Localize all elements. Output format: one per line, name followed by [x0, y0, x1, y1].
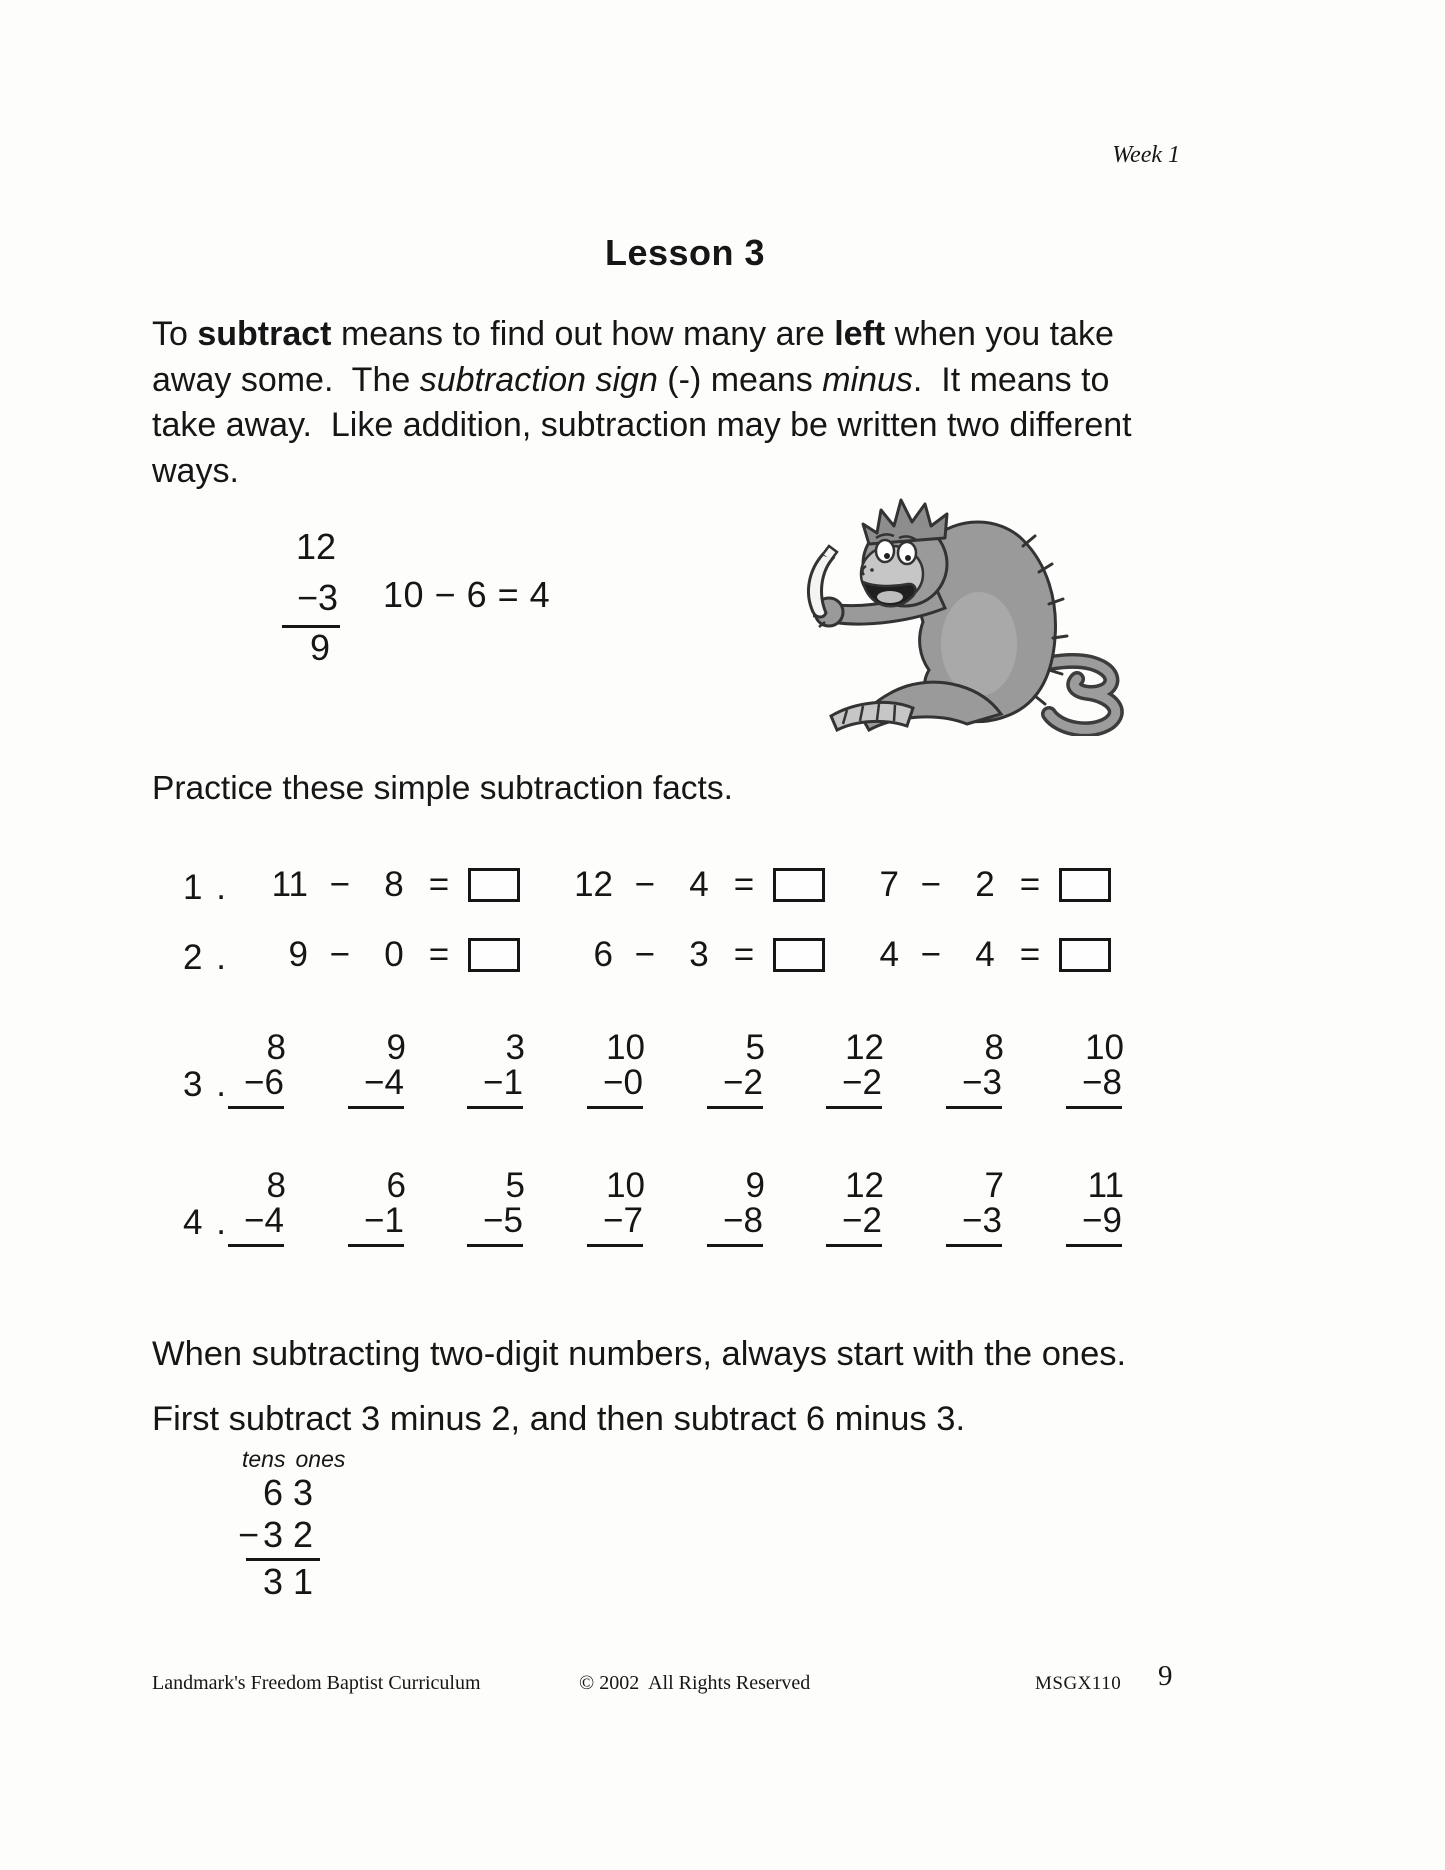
minuend: 12	[845, 1028, 884, 1067]
vertical-problem	[555, 1030, 645, 1109]
answer-line	[946, 1244, 1002, 1247]
minus-sign: −	[634, 935, 656, 974]
footer-course-code: MSGX110	[1035, 1673, 1122, 1694]
subtrahend: 2	[743, 1063, 763, 1102]
subtrahend: 8	[384, 865, 404, 904]
subtrahend: 8	[1102, 1063, 1122, 1102]
intro-text: . It means to	[912, 360, 1110, 399]
answer-box[interactable]	[468, 938, 520, 972]
footer-copyright: © 2002 All Rights Reserved	[579, 1672, 811, 1694]
minuend: 10	[606, 1166, 645, 1205]
answer-line	[946, 1106, 1002, 1109]
answer-line	[707, 1244, 763, 1247]
subtrahend: 4	[384, 1063, 404, 1102]
two-digit-paragraph	[152, 1322, 1126, 1451]
answer-box[interactable]	[1059, 868, 1111, 902]
subtrahend: 3	[689, 935, 709, 974]
vertical-problem	[794, 1168, 884, 1247]
subtrahend: 2	[862, 1063, 882, 1102]
intro-bold-left: left	[834, 315, 886, 353]
vertical-problem	[1034, 1168, 1124, 1247]
problem-number-4: 4 .	[183, 1203, 228, 1242]
intro-paragraph	[152, 312, 1132, 494]
intro-text: take away. Like addition, subtraction may be written two different	[152, 406, 1132, 444]
minuend: 8	[266, 1028, 286, 1067]
minus-sign: −	[842, 1063, 863, 1102]
equals-sign: =	[733, 865, 755, 904]
answer-line	[707, 1106, 763, 1109]
intro-text: To	[152, 315, 198, 353]
vertical-problem	[196, 1168, 286, 1247]
equation	[533, 936, 825, 974]
equation	[819, 936, 1111, 974]
minuend: 12	[574, 865, 613, 904]
minuend-tens: 6	[262, 1472, 284, 1513]
equals-sign: =	[1019, 935, 1041, 974]
minuend: 6	[593, 935, 613, 974]
answer-line	[348, 1106, 404, 1109]
problem-number-1: 1 .	[183, 868, 228, 907]
difference: 9	[309, 627, 330, 668]
minuend: 9	[386, 1028, 406, 1067]
subtrahend: 3	[982, 1063, 1002, 1102]
answer-line	[826, 1106, 882, 1109]
subtrahend: 4	[264, 1201, 284, 1240]
problem-number-3: 3 .	[183, 1065, 228, 1104]
minuend: 8	[266, 1166, 286, 1205]
minuend: 10	[1085, 1028, 1124, 1067]
subtrahend: 1	[384, 1201, 404, 1240]
example-horizontal-equation: 10 − 6 = 4	[383, 574, 551, 615]
minus-sign: −	[483, 1201, 504, 1240]
example-vertical-problem	[258, 521, 342, 668]
minus-sign: −	[244, 1063, 265, 1102]
tens-label: tens	[242, 1446, 286, 1472]
minus-sign: −	[920, 865, 942, 904]
minus-sign: −	[603, 1063, 624, 1102]
subtrahend: 3	[317, 577, 338, 618]
subtrahend: 4	[975, 935, 995, 974]
vertical-problem	[435, 1030, 525, 1109]
minus-sign: −	[329, 865, 351, 904]
minus-sign: −	[238, 1514, 260, 1555]
equation	[228, 936, 520, 974]
intro-text: when you take	[885, 315, 1114, 353]
lesson-title: Lesson 3	[604, 232, 766, 273]
subtrahend: 4	[689, 865, 709, 904]
intro-bold-subtract: subtract	[197, 315, 332, 353]
difference-ones: 1	[292, 1561, 314, 1602]
answer-line	[587, 1244, 643, 1247]
intro-text: away some. The	[152, 360, 420, 399]
minus-sign: −	[244, 1201, 265, 1240]
minuend: 7	[879, 865, 899, 904]
subtrahend: 0	[384, 935, 404, 974]
equation	[819, 866, 1111, 904]
minus-sign: −	[1082, 1063, 1103, 1102]
practice-heading: Practice these simple subtraction facts.	[152, 770, 733, 807]
subtrahend: 1	[503, 1063, 523, 1102]
intro-text: ways.	[152, 451, 239, 490]
minuend: 12	[295, 526, 336, 567]
minuend: 9	[745, 1166, 765, 1205]
subtrahend: 5	[503, 1201, 523, 1240]
minuend: 5	[745, 1028, 765, 1067]
vertical-problem	[675, 1030, 765, 1109]
difference-tens: 3	[262, 1561, 284, 1602]
answer-line	[1066, 1106, 1122, 1109]
vertical-problem	[316, 1168, 406, 1247]
tens-ones-example	[238, 1446, 368, 1603]
subtrahend: 3	[982, 1201, 1002, 1240]
monkey-illustration	[773, 488, 1125, 736]
problem-number-2: 2 .	[183, 938, 228, 977]
vertical-problem	[914, 1168, 1004, 1247]
vertical-problem	[675, 1168, 765, 1247]
week-label: Week 1	[1112, 142, 1180, 168]
minuend: 6	[386, 1166, 406, 1205]
answer-box[interactable]	[773, 938, 825, 972]
minuend: 7	[984, 1166, 1004, 1205]
page-number: 9	[1158, 1660, 1173, 1692]
minuend: 10	[606, 1028, 645, 1067]
vertical-problem	[794, 1030, 884, 1109]
equals-sign: =	[428, 865, 450, 904]
two-digit-line-2: First subtract 3 minus 2, and then subtract 6 minus 3.	[152, 1399, 966, 1438]
answer-line	[228, 1106, 284, 1109]
answer-line	[228, 1244, 284, 1247]
intro-italic-subtraction-sign: subtraction sign	[419, 360, 658, 399]
minus-sign: −	[483, 1063, 504, 1102]
minus-sign: −	[962, 1201, 983, 1240]
vertical-problem	[914, 1030, 1004, 1109]
minus-sign: −	[723, 1201, 744, 1240]
minus-sign: −	[329, 935, 351, 974]
answer-line	[467, 1106, 523, 1109]
minus-sign: −	[962, 1063, 983, 1102]
two-digit-line-1: When subtracting two-digit numbers, always start with the ones.	[152, 1335, 1127, 1373]
equals-sign: =	[733, 935, 755, 974]
subtrahend: 8	[743, 1201, 763, 1240]
intro-text: means to find out how many are	[331, 315, 835, 353]
minuend: 11	[1087, 1166, 1124, 1205]
answer-line	[1066, 1244, 1122, 1247]
minus-sign: −	[1082, 1201, 1103, 1240]
answer-line	[826, 1244, 882, 1247]
minuend: 4	[879, 935, 899, 974]
intro-text: (-) means	[657, 360, 823, 399]
vertical-problem	[435, 1168, 525, 1247]
subtrahend: 2	[975, 865, 995, 904]
footer-publisher: Landmark's Freedom Baptist Curriculum	[152, 1672, 481, 1694]
answer-line	[587, 1106, 643, 1109]
minus-sign: −	[634, 865, 656, 904]
vertical-problem	[1034, 1030, 1124, 1109]
minus-sign: −	[920, 935, 942, 974]
subtrahend: 7	[623, 1201, 643, 1240]
answer-box[interactable]	[773, 868, 825, 902]
subtrahend: 2	[862, 1201, 882, 1240]
minuend-ones: 3	[292, 1472, 314, 1513]
minus-sign: −	[723, 1063, 744, 1102]
subtrahend: 9	[1102, 1201, 1122, 1240]
minuend: 5	[505, 1166, 525, 1205]
minus-sign: −	[603, 1201, 624, 1240]
subtrahend: 0	[623, 1063, 643, 1102]
subtrahend-tens: 3	[262, 1514, 284, 1555]
answer-box[interactable]	[468, 868, 520, 902]
minus-sign: −	[364, 1201, 385, 1240]
equals-sign: =	[1019, 865, 1041, 904]
equation	[228, 866, 520, 904]
minuend: 9	[288, 935, 308, 974]
minuend: 12	[845, 1166, 884, 1205]
answer-line	[467, 1244, 523, 1247]
vertical-problem	[555, 1168, 645, 1247]
vertical-problem	[316, 1030, 406, 1109]
vertical-problem	[196, 1030, 286, 1109]
equals-sign: =	[428, 935, 450, 974]
intro-italic-minus: minus	[822, 360, 913, 399]
subtrahend-ones: 2	[292, 1514, 314, 1555]
minuend: 11	[271, 865, 308, 904]
minuend: 8	[984, 1028, 1004, 1067]
equation	[533, 866, 825, 904]
subtrahend: 6	[264, 1063, 284, 1102]
ones-label: ones	[295, 1446, 346, 1472]
answer-box[interactable]	[1059, 938, 1111, 972]
minus-sign: −	[842, 1201, 863, 1240]
minuend: 3	[505, 1028, 525, 1067]
answer-line	[348, 1244, 404, 1247]
minus-sign: −	[296, 577, 318, 618]
minus-sign: −	[364, 1063, 385, 1102]
